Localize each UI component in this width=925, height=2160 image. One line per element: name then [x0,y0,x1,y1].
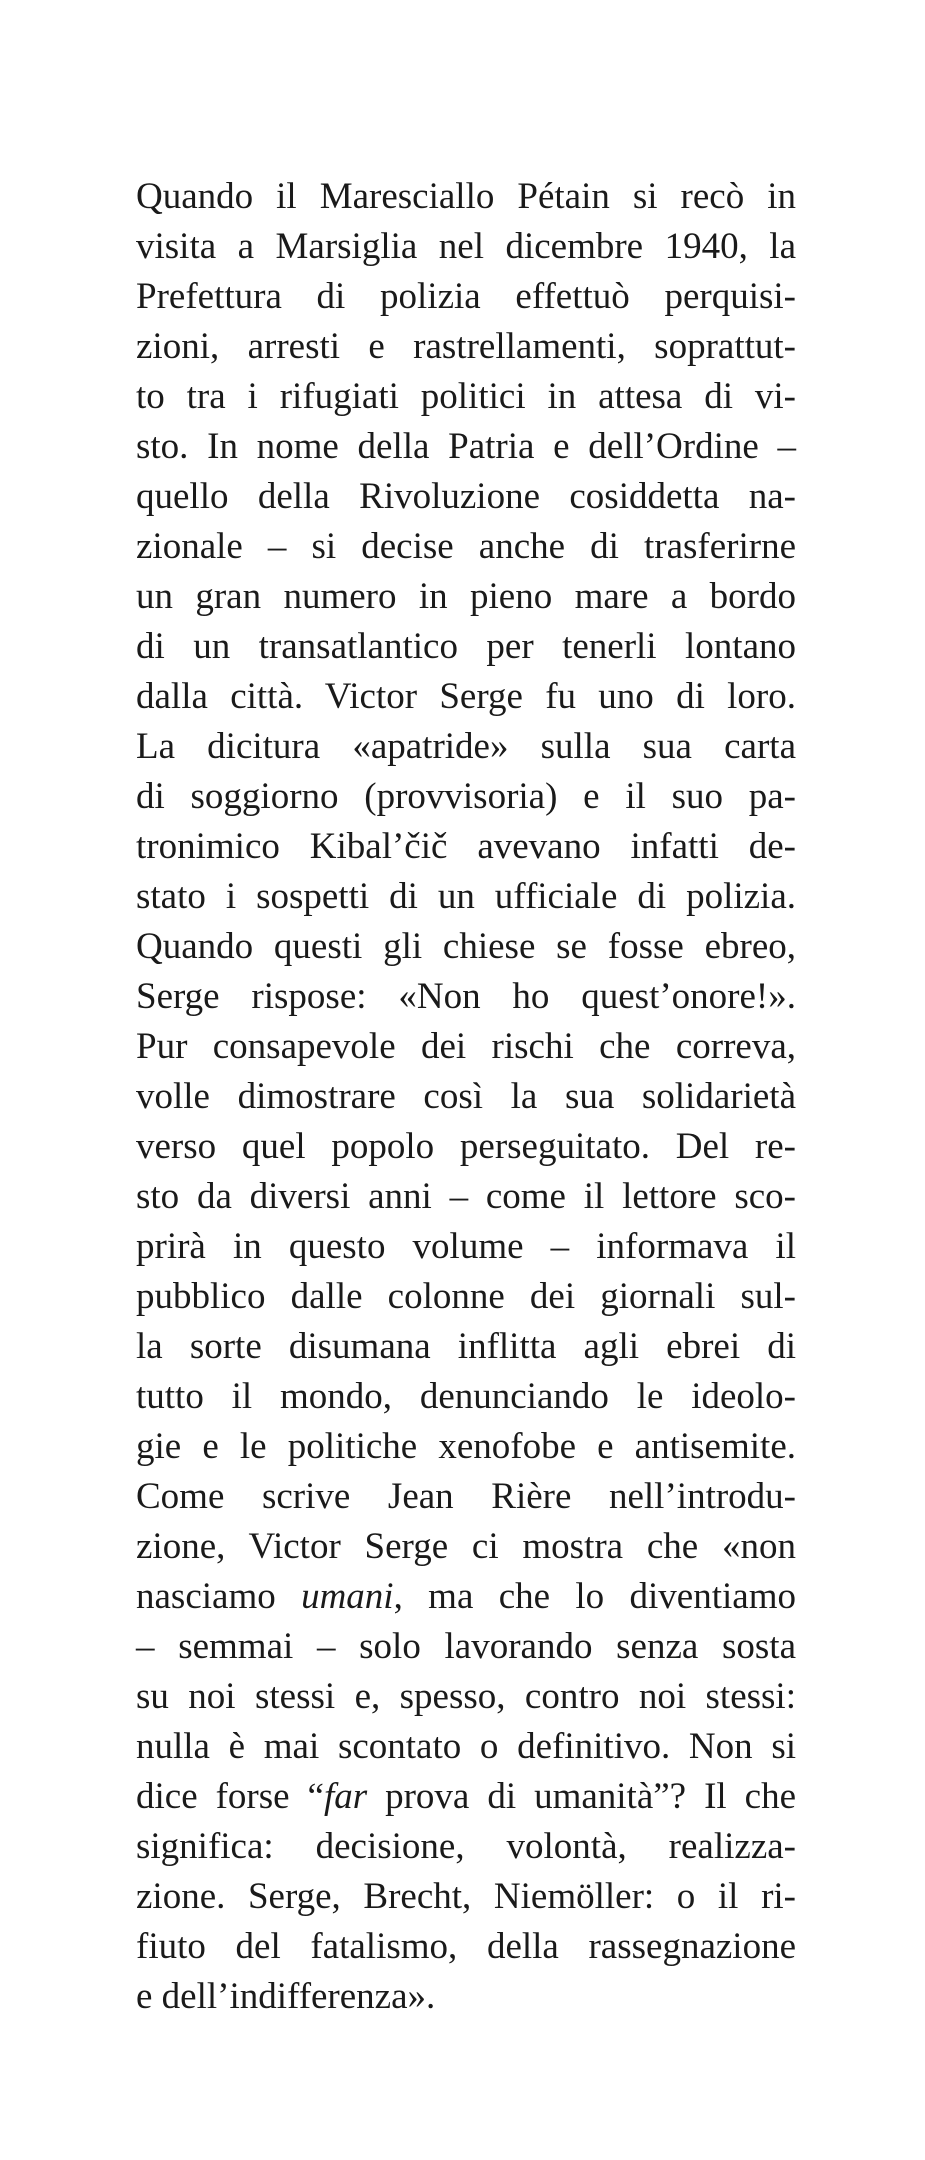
text-line [136,172,796,222]
text-line [136,772,796,822]
text-line [136,1422,796,1472]
text-segment: to tra i rifugiati politici in attesa di vi- [136,376,796,417]
text-line [136,422,796,472]
text-line [136,622,796,672]
text-segment: Pur consapevole dei rischi che correva, [136,1026,796,1067]
text-line [136,1622,796,1672]
body-paragraph [136,172,796,2022]
text-segment: quello della Rivoluzione cosiddetta na- [136,476,796,517]
text-line [136,522,796,572]
text-line [136,272,796,322]
text-line [136,1922,796,1972]
text-line [136,1122,796,1172]
text-segment: sto da diversi anni – come il lettore sco- [136,1176,796,1217]
text-line [136,322,796,372]
text-segment: stato i sospetti di un ufficiale di polizia. [136,876,796,917]
text-line [136,822,796,872]
text-line [136,372,796,422]
text-segment: tronimico Kibal’čič avevano infatti de- [136,826,796,867]
text-segment: visita a Marsiglia nel dicembre 1940, la [136,226,796,267]
text-line [136,1672,796,1722]
text-segment: fiuto del fatalismo, della rassegnazione [136,1926,796,1967]
text-line [136,1072,796,1122]
text-line [136,1222,796,1272]
text-segment: significa: decisione, volontà, realizza- [136,1826,796,1867]
text-segment: gie e le politiche xenofobe e antisemite. [136,1426,796,1467]
text-segment: – semmai – solo lavorando senza sosta [136,1626,796,1667]
text-line [136,1572,796,1622]
text-segment: sto. In nome della Patria e dell’Ordine – [136,426,796,467]
text-line [136,1722,796,1772]
italic-text: far [323,1776,368,1817]
text-line [136,1022,796,1072]
text-line [136,1472,796,1522]
text-line [136,222,796,272]
text-line [136,972,796,1022]
text-line [136,872,796,922]
text-segment: zione, Victor Serge ci mostra che «non [136,1526,796,1567]
text-segment: Quando il Maresciallo Pétain si recò in [136,176,796,217]
italic-text: umani [301,1576,394,1617]
text-segment: di un transatlantico per tenerli lontano [136,626,796,667]
text-segment: Serge rispose: «Non ho quest’onore!». [136,976,796,1017]
text-segment: un gran numero in pieno mare a bordo [136,576,796,617]
text-line [136,1372,796,1422]
text-segment: zione. Serge, Brecht, Niemöller: o il ri- [136,1876,796,1917]
text-line [136,1972,796,2022]
text-segment: volle dimostrare così la sua solidarietà [136,1076,796,1117]
text-segment: nulla è mai scontato o definitivo. Non si [136,1726,796,1767]
text-segment: su noi stessi e, spesso, contro noi stessi: [136,1676,796,1717]
text-segment: pubblico dalle colonne dei giornali sul- [136,1276,796,1317]
text-segment: prirà in questo volume – informava il [136,1226,796,1267]
text-segment: dice forse “ [136,1776,324,1817]
text-segment: La dicitura «apatride» sulla sua carta [136,726,796,767]
text-segment: Come scrive Jean Rière nell’introdu- [136,1476,796,1517]
text-line [136,572,796,622]
text-segment: Prefettura di polizia effettuò perquisi- [136,276,796,317]
text-line [136,1322,796,1372]
text-line [136,1822,796,1872]
text-segment: di soggiorno (provvisoria) e il suo pa- [136,776,796,817]
text-line [136,1272,796,1322]
text-line [136,672,796,722]
text-segment: zionale – si decise anche di trasferirne [136,526,796,567]
text-line [136,1872,796,1922]
text-segment: verso quel popolo perseguitato. Del re- [136,1126,796,1167]
text-line [136,1522,796,1572]
text-segment: Quando questi gli chiese se fosse ebreo, [136,926,796,967]
text-line [136,722,796,772]
text-segment: tutto il mondo, denunciando le ideolo- [136,1376,796,1417]
text-segment: , ma che lo diventiamo [393,1576,796,1617]
text-segment: zioni, arresti e rastrellamenti, soprattut- [136,326,796,367]
text-line [136,922,796,972]
text-line [136,1172,796,1222]
text-segment: dalla città. Victor Serge fu uno di loro. [136,676,796,717]
text-segment: e dell’indifferenza». [136,1976,436,2017]
text-line [136,472,796,522]
text-segment: la sorte disumana inflitta agli ebrei di [136,1326,796,1367]
text-line [136,1772,796,1822]
text-segment: nasciamo [136,1576,302,1617]
text-segment: prova di umanità”? Il che [367,1776,796,1817]
